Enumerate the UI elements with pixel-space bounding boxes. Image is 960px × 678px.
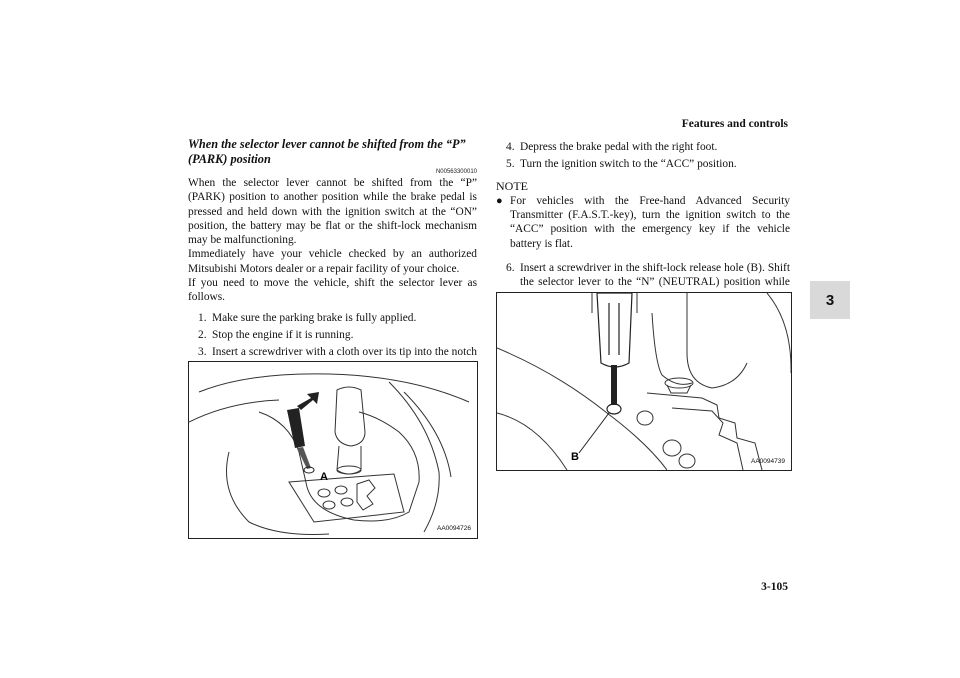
section-title: When the selector lever cannot be shifted from the “P” (PARK) position	[188, 137, 466, 166]
note-item	[496, 194, 790, 251]
cover-removal-illustration	[189, 362, 477, 538]
step-number: 2.	[198, 328, 207, 341]
step-text: Insert a screwdriver in the shift-lock release hole (B). Shift the selector lever to the “N” (NEUTRAL) position while	[520, 262, 790, 289]
step-text: Turn the ignition switch to the “ACC” position.	[520, 158, 737, 171]
shift-lock-illustration	[497, 293, 791, 470]
note-text: For vehicles with the Free-hand Advanced Security Transmitter (F.A.S.T.-key), turn the ignition switch to the “ACC” position with the emergency key if the vehicle battery is flat.	[510, 194, 790, 250]
page-header-title: Features and controls	[681, 118, 788, 130]
step-number: 6.	[506, 262, 515, 275]
chapter-tab: 3	[810, 281, 850, 319]
step-text: Insert a screwdriver with a cloth over its tip into the notch	[212, 346, 477, 359]
paragraph: When the selector lever cannot be shifted from the “P” (PARK) position to another position while the brake pedal is pressed and held down with the ignition switch at the “ON” position, the battery may be flat or the shift-lock mechanism may be malfunctioning.	[188, 177, 477, 247]
step-text: Depress the brake pedal with the right foot.	[520, 141, 718, 153]
figure-code: AA0094726	[437, 525, 471, 532]
step-item	[188, 328, 477, 342]
figure-label: B	[571, 451, 579, 463]
step-text: Make sure the parking brake is fully applied.	[212, 311, 417, 324]
step-item	[496, 157, 790, 171]
figure-label: A	[320, 471, 328, 483]
paragraph: Immediately have your vehicle checked by an authorized Mitsubishi Motors dealer or a repair facility of your choice.	[188, 248, 477, 275]
right-column	[496, 132, 790, 307]
paragraph: If you need to move the vehicle, shift the selector lever as follows.	[188, 277, 477, 304]
bullet-icon: ●	[496, 194, 503, 207]
figure-shift-lock-release	[496, 292, 792, 471]
arrow-icon	[297, 392, 319, 410]
step-item	[188, 311, 477, 325]
steps-list-right	[496, 140, 790, 172]
figure-code: AA0094739	[751, 458, 785, 465]
step-number: 3.	[198, 346, 207, 359]
left-column	[188, 132, 477, 391]
reference-code: N00563300010	[435, 169, 477, 175]
step-number: 5.	[506, 158, 515, 171]
step-item	[496, 140, 790, 154]
page-number: 3-105	[761, 581, 788, 593]
step-number: 1.	[198, 311, 207, 324]
step-number: 4.	[506, 141, 515, 153]
figure-cover-removal	[188, 361, 478, 539]
step-text: Stop the engine if it is running.	[212, 328, 354, 341]
note-heading: NOTE	[496, 178, 528, 193]
